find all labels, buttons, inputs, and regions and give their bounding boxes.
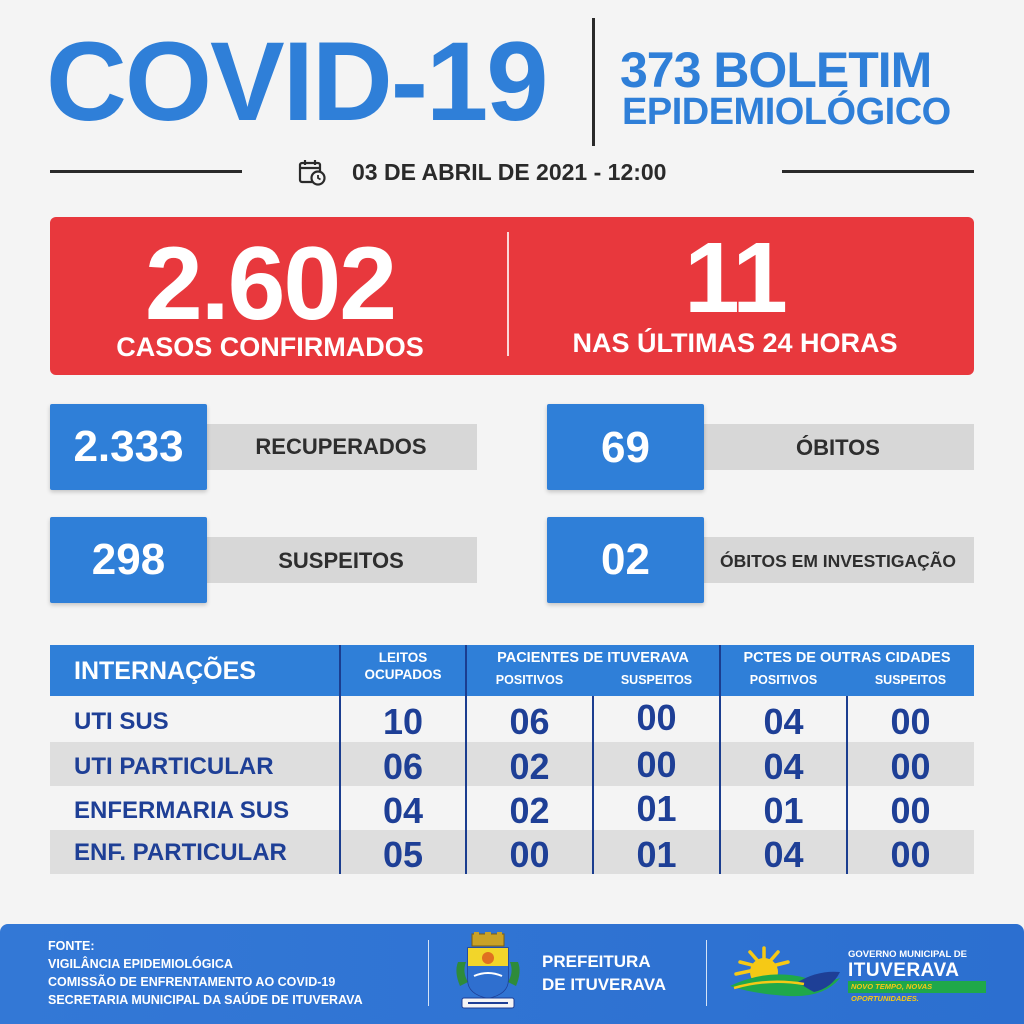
- cell-local-suspect: 00: [636, 697, 677, 738]
- cell-beds: 06: [382, 746, 424, 787]
- header-divider: [592, 18, 595, 146]
- source-line-1: VIGILÂNCIA EPIDEMIOLÓGICA: [48, 957, 233, 971]
- cell-beds: 04: [382, 790, 424, 831]
- cell-other-suspect: 00: [890, 834, 931, 875]
- cell-other-positive: 01: [763, 790, 804, 831]
- cell-beds: 05: [382, 834, 424, 875]
- bulletin-date: 03 DE ABRIL DE 2021 - 12:00: [352, 159, 667, 185]
- gov-city: ITUVERAVA: [848, 960, 960, 981]
- table-title: INTERNAÇÕES: [74, 657, 256, 685]
- row-label: UTI PARTICULAR: [74, 753, 274, 780]
- page-title: COVID-19: [46, 19, 547, 144]
- city-coat-of-arms-icon: [452, 932, 524, 1012]
- recovered-value: 2.333: [50, 404, 207, 490]
- row-label: ENFERMARIA SUS: [74, 797, 290, 824]
- date-rule-left: [50, 170, 242, 173]
- cell-other-suspect: 00: [890, 790, 931, 831]
- cell-other-positive: 04: [763, 746, 804, 787]
- source-line-3: SECRETARIA MUNICIPAL DA SAÚDE DE ITUVERAVA: [48, 993, 363, 1007]
- date-rule-right: [782, 170, 974, 173]
- recovered-label: RECUPERADOS: [205, 424, 477, 470]
- col-group-other: PCTES DE OUTRAS CIDADES: [743, 650, 951, 666]
- confirmed-last24-label: NAS ÚLTIMAS 24 HORAS: [572, 328, 898, 358]
- footer-divider: [706, 940, 707, 1006]
- confirmed-total: 2.602: [144, 226, 396, 342]
- row-label: ENF. PARTICULAR: [74, 839, 287, 866]
- government-sun-logo-icon: [728, 938, 844, 1006]
- prefeitura-line-1: PREFEITURA: [542, 952, 651, 971]
- gov-line: GOVERNO MUNICIPAL DE: [848, 949, 967, 960]
- bulletin-subtitle: EPIDEMIOLÓGICO: [622, 91, 951, 133]
- cell-beds: 10: [382, 701, 424, 742]
- calendar-clock-icon: [298, 158, 326, 186]
- cell-local-suspect: 01: [636, 834, 677, 875]
- cell-other-positive: 04: [763, 701, 804, 742]
- confirmed-divider: [507, 232, 509, 356]
- deaths-investigation-value: 02: [547, 517, 704, 603]
- cell-local-positive: 00: [509, 834, 550, 875]
- cell-local-suspect: 00: [636, 744, 677, 785]
- row-label: UTI SUS: [74, 708, 169, 735]
- deaths-label: ÓBITOS: [702, 424, 974, 470]
- col-beds-line2: OCUPADOS: [364, 667, 442, 682]
- cell-other-suspect: 00: [890, 746, 931, 787]
- cell-local-positive: 02: [509, 790, 550, 831]
- footer-divider: [428, 940, 429, 1006]
- source-title: FONTE:: [48, 939, 95, 953]
- col-local-suspect: SUSPEITOS: [620, 673, 693, 687]
- col-other-suspect: SUSPEITOS: [874, 673, 947, 687]
- gov-slogan: NOVO TEMPO, NOVAS OPORTUNIDADES.: [848, 981, 986, 993]
- col-other-positive: POSITIVOS: [749, 673, 818, 687]
- col-beds-line1: LEITOS: [378, 650, 428, 665]
- source-line-2: COMISSÃO DE ENFRENTAMENTO AO COVID-19: [48, 975, 336, 989]
- suspects-value: 298: [50, 517, 207, 603]
- deaths-value: 69: [547, 404, 704, 490]
- col-group-local: PACIENTES DE ITUVERAVA: [497, 650, 689, 666]
- cell-local-suspect: 01: [636, 788, 677, 829]
- prefeitura-line-2: DE ITUVERAVA: [542, 975, 667, 994]
- col-local-positive: POSITIVOS: [495, 673, 564, 687]
- cell-local-positive: 06: [509, 701, 550, 742]
- deaths-investigation-label: ÓBITOS EM INVESTIGAÇÃO: [702, 537, 974, 583]
- bulletin-number: 373 BOLETIM: [620, 42, 932, 98]
- confirmed-total-label: CASOS CONFIRMADOS: [116, 332, 424, 362]
- cell-other-suspect: 00: [890, 701, 931, 742]
- confirmed-last24: 11: [684, 222, 786, 334]
- suspects-label: SUSPEITOS: [205, 537, 477, 583]
- cell-other-positive: 04: [763, 834, 804, 875]
- cell-local-positive: 02: [509, 746, 550, 787]
